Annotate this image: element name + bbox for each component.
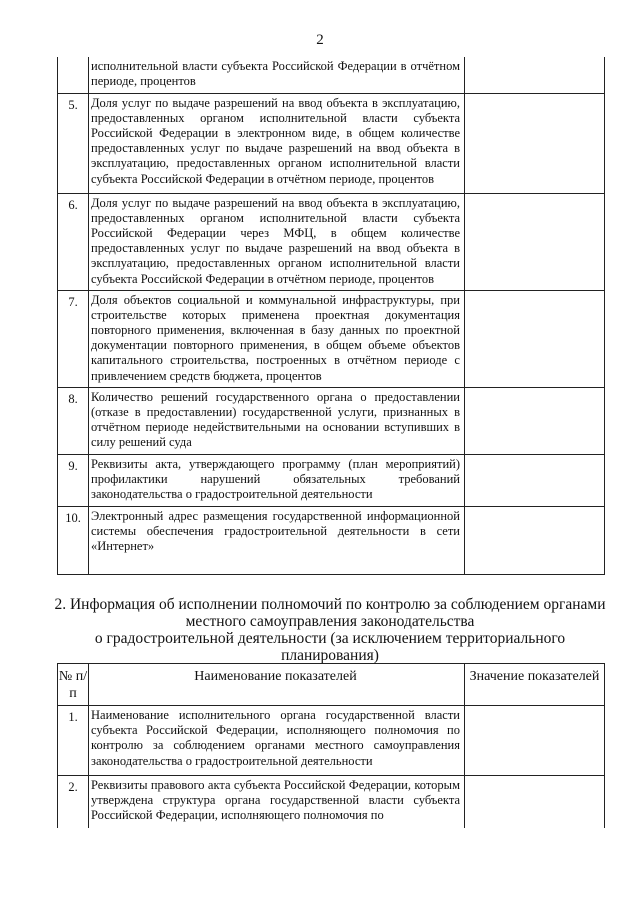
row-number: 2. (58, 776, 89, 828)
indicator-value (465, 193, 605, 290)
table-row (58, 706, 605, 776)
indicator-value (465, 506, 605, 574)
row-number: 7. (58, 290, 89, 387)
table-row (58, 193, 605, 290)
control-indicators-table (57, 663, 605, 828)
indicator-name: исполнительной власти субъекта Российской Федерации в отчётном периоде, процентов (89, 57, 465, 93)
indicator-value (465, 776, 605, 828)
indicator-value (465, 454, 605, 506)
table-row (58, 387, 605, 454)
indicator-name: Электронный адрес размещения государственной информационной системы обеспечения градостроительной деятельности в сети «Интернет» (89, 506, 465, 574)
header-num: № п/п (58, 664, 89, 706)
table-row (58, 776, 605, 828)
section-title-line: 2. Информация об исполнении полномочий по контролю за соблюдением органами (54, 596, 606, 613)
header-value: Значение показателей (465, 664, 605, 706)
indicator-name: Наименование исполнительного органа государственной власти субъекта Российской Федерации, исполняющего полномочия по контролю за соблюдением органами местного самоуправления законодательства о градостроительной деятельности (89, 706, 465, 776)
row-number: 9. (58, 454, 89, 506)
indicator-name: Доля услуг по выдаче разрешений на ввод объекта в эксплуатацию, предоставленных органом исполнительной власти субъекта Российской Федерации в электронном виде, в общем количестве предоставленных услуг по выдаче разрешений на ввод объекта в эксплуатацию, предоставленных органом исполнительной власти субъекта Российской Федерации в отчётном периоде, процентов (89, 93, 465, 193)
table-row (58, 506, 605, 574)
indicator-name: Количество решений государственного органа о предоставлении (отказе в предоставлении) государственной услуги, признанных в отчётном периоде недействительными на основании вступивших в силу решений суда (89, 387, 465, 454)
indicator-name: Реквизиты правового акта субъекта Российской Федерации, которым утверждена структура органа государственной власти субъекта Российской Федерации, исполняющего полномочия по (89, 776, 465, 828)
table-header-row (58, 664, 605, 706)
indicator-value (465, 387, 605, 454)
indicator-value (465, 290, 605, 387)
indicator-name: Доля объектов социальной и коммунальной инфраструктуры, при строительстве которых применена проектная документация повторного применения, включенная в базу данных по проектной документации повторного применения, в общем объеме объектов капитального строительства, построенных в отчётном периоде с привлечением средств бюджета, процентов (89, 290, 465, 387)
row-number (58, 57, 89, 93)
row-number: 1. (58, 706, 89, 776)
table-row (58, 57, 605, 93)
indicator-name: Реквизиты акта, утверждающего программу (план мероприятий) профилактики нарушений обязательных требований законодательства о градостроительной деятельности (89, 454, 465, 506)
indicator-value (465, 93, 605, 193)
header-name: Наименование показателей (89, 664, 465, 706)
indicators-table-continued (57, 57, 605, 575)
row-number: 6. (58, 193, 89, 290)
row-number: 5. (58, 93, 89, 193)
section-2-title (40, 596, 620, 664)
page-number: 2 (316, 32, 324, 48)
indicator-value (465, 57, 605, 93)
row-number: 8. (58, 387, 89, 454)
row-number: 10. (58, 506, 89, 574)
section-title-line: планирования) (281, 647, 379, 664)
table-row (58, 93, 605, 193)
section-title-line: о градостроительной деятельности (за исключением территориального (94, 630, 566, 647)
section-title-line: местного самоуправления законодательства (185, 613, 475, 630)
table-row (58, 290, 605, 387)
indicator-name: Доля услуг по выдаче разрешений на ввод объекта в эксплуатацию, предоставленных органом исполнительной власти субъекта Российской Федерации через МФЦ, в общем количестве предоставленных услуг по выдаче разрешений на ввод объекта в эксплуатацию, предоставленных органом исполнительной власти субъекта Российской Федерации в отчётном периоде, процентов (89, 193, 465, 290)
table-row (58, 454, 605, 506)
indicator-value (465, 706, 605, 776)
